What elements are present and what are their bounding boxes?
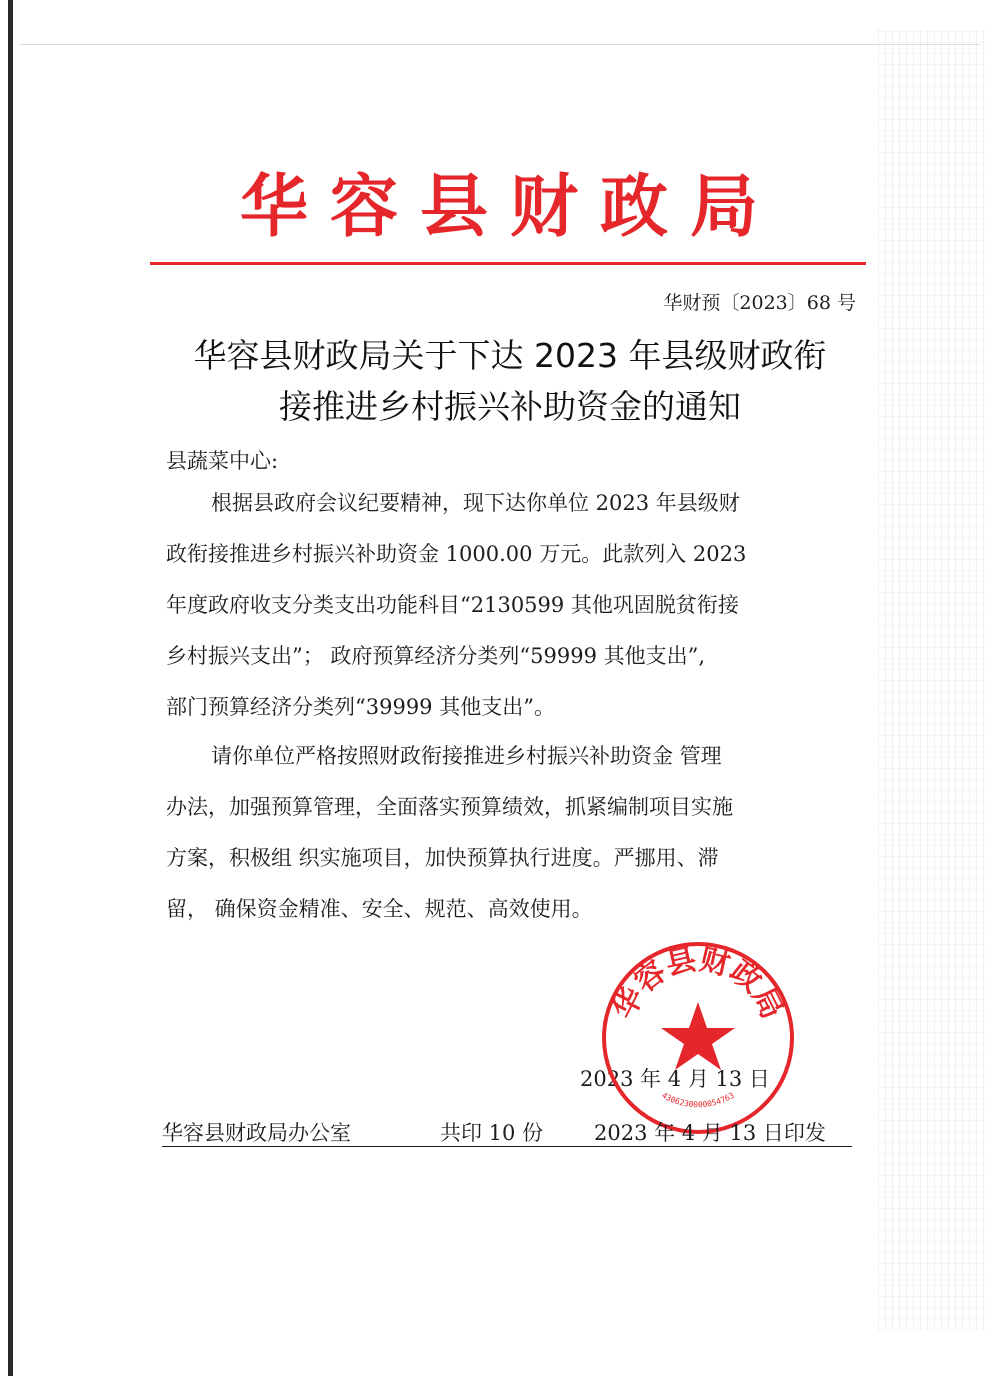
paragraph-1-line: 根据县政府会议纪要精神，现下达你单位 2023 年县级财: [211, 491, 740, 515]
footer-rule: [162, 1146, 852, 1147]
paragraph-2-line: 请你单位严格按照财政衔接推进乡村振兴补助资金 管理: [211, 744, 722, 768]
recipient: 县蔬菜中心:: [166, 449, 279, 473]
official-seal: [600, 940, 796, 1136]
document-number: 华财预〔2023〕68 号: [663, 292, 856, 314]
paragraph-1-line: 部门预算经济分类列“39999 其他支出”。: [166, 695, 555, 719]
document-title: [160, 330, 860, 432]
paragraph-1-line: 政衔接推进乡村振兴补助资金 1000.00 万元。此款列入 2023: [166, 542, 747, 566]
issue-date: 2023 年 4 月 13 日: [580, 1067, 770, 1091]
paragraph-2-line: 留， 确保资金精准、安全、规范、高效使用。: [166, 897, 593, 921]
seal-star-icon: [661, 1002, 735, 1070]
paragraph-1-line: 年度政府收支分类支出功能科目“2130599 其他巩固脱贫衔接: [166, 593, 739, 617]
scan-artifact: [878, 30, 988, 1330]
masthead-red-rule: [150, 262, 866, 265]
masthead-title: 华容县财政局: [239, 167, 780, 247]
footer-office: 华容县财政局办公室: [162, 1121, 351, 1145]
paragraph-1-line: 乡村振兴支出”； 政府预算经济分类列“59999 其他支出”,: [166, 644, 706, 668]
paragraph-2-line: 方案，积极组 织实施项目，加快预算执行进度。严挪用、滞: [166, 846, 719, 870]
seal-text: 华容县财政局: [606, 942, 790, 1025]
scan-top-line: [20, 44, 980, 45]
paragraph-2-line: 办法，加强预算管理，全面落实预算绩效，抓紧编制项目实施: [166, 795, 733, 819]
title-line: 华容县财政局关于下达 2023 年县级财政衔: [193, 336, 827, 375]
title-line: 接推进乡村振兴补助资金的通知: [279, 387, 741, 426]
seal-serial: 4306230000054763: [660, 1090, 736, 1110]
footer-copies: 共印 10 份: [440, 1121, 544, 1145]
scan-left-edge: [8, 0, 13, 1376]
footer-print-date: 2023 年 4 月 13 日印发: [594, 1121, 826, 1145]
